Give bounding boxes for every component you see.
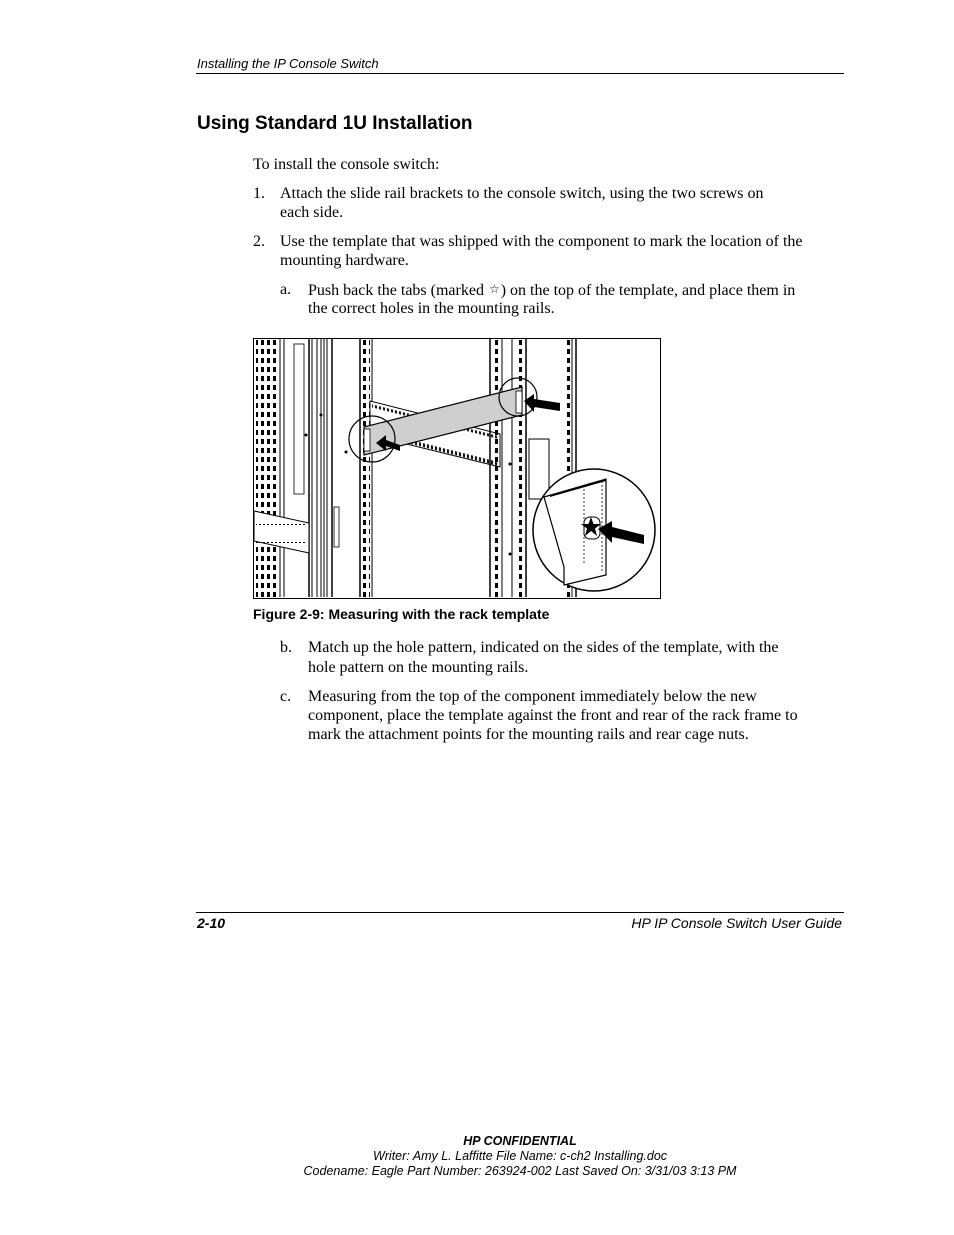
substep-text-line: Match up the hole pattern, indicated on the sides of the template, with the — [308, 639, 779, 656]
figure-caption: Figure 2-9: Measuring with the rack template — [253, 606, 550, 622]
substep-text-line: mark the attachment points for the mounting rails and rear cage nuts. — [308, 726, 749, 743]
star-icon: ☆ — [488, 282, 500, 296]
arrow-icon — [524, 394, 560, 412]
page-number: 2-10 — [197, 915, 226, 931]
rack-rail-holes — [256, 339, 278, 597]
substep-text-line: Measuring from the top of the component immediately below the new — [308, 688, 757, 705]
rack-illustration — [254, 339, 659, 597]
substep-text-line — [308, 280, 795, 301]
substep-marker: c. — [280, 688, 292, 705]
confidential-title: HP CONFIDENTIAL — [463, 1134, 577, 1148]
intro-text: To install the console switch: — [253, 156, 440, 173]
substep-text-fragment: ) on the top of the template, and place them in — [500, 282, 796, 299]
step-marker: 1. — [253, 185, 265, 202]
substep-text-line: hole pattern on the mounting rails. — [308, 659, 529, 676]
guide-title: HP IP Console Switch User Guide — [631, 915, 842, 931]
substep-text-line: the correct holes in the mounting rails. — [308, 300, 555, 317]
step-marker: 2. — [253, 233, 265, 250]
confidential-line: Writer: Amy L. Laffitte File Name: c-ch2 Installing.doc — [372, 1149, 668, 1163]
step-text-line: mounting hardware. — [280, 252, 409, 269]
rack-template-figure — [253, 338, 661, 599]
step-text-line: Attach the slide rail brackets to the console switch, using the two screws on — [280, 185, 764, 202]
section-title: Using Standard 1U Installation — [197, 113, 473, 134]
running-header: Installing the IP Console Switch — [197, 56, 379, 71]
substep-text-fragment: Push back the tabs (marked — [308, 282, 484, 299]
step-text-line: each side. — [280, 204, 344, 221]
step-text-line: Use the template that was shipped with the component to mark the location of the — [280, 233, 803, 250]
header-rule — [196, 73, 844, 74]
substep-text-line: component, place the template against the front and rear of the rack frame to — [308, 707, 798, 724]
substep-marker: b. — [280, 639, 292, 656]
confidential-line: Codename: Eagle Part Number: 263924-002 Last Saved On: 3/31/03 3:13 PM — [303, 1164, 737, 1178]
substep-marker: a. — [280, 281, 292, 298]
footer-rule — [196, 912, 844, 913]
